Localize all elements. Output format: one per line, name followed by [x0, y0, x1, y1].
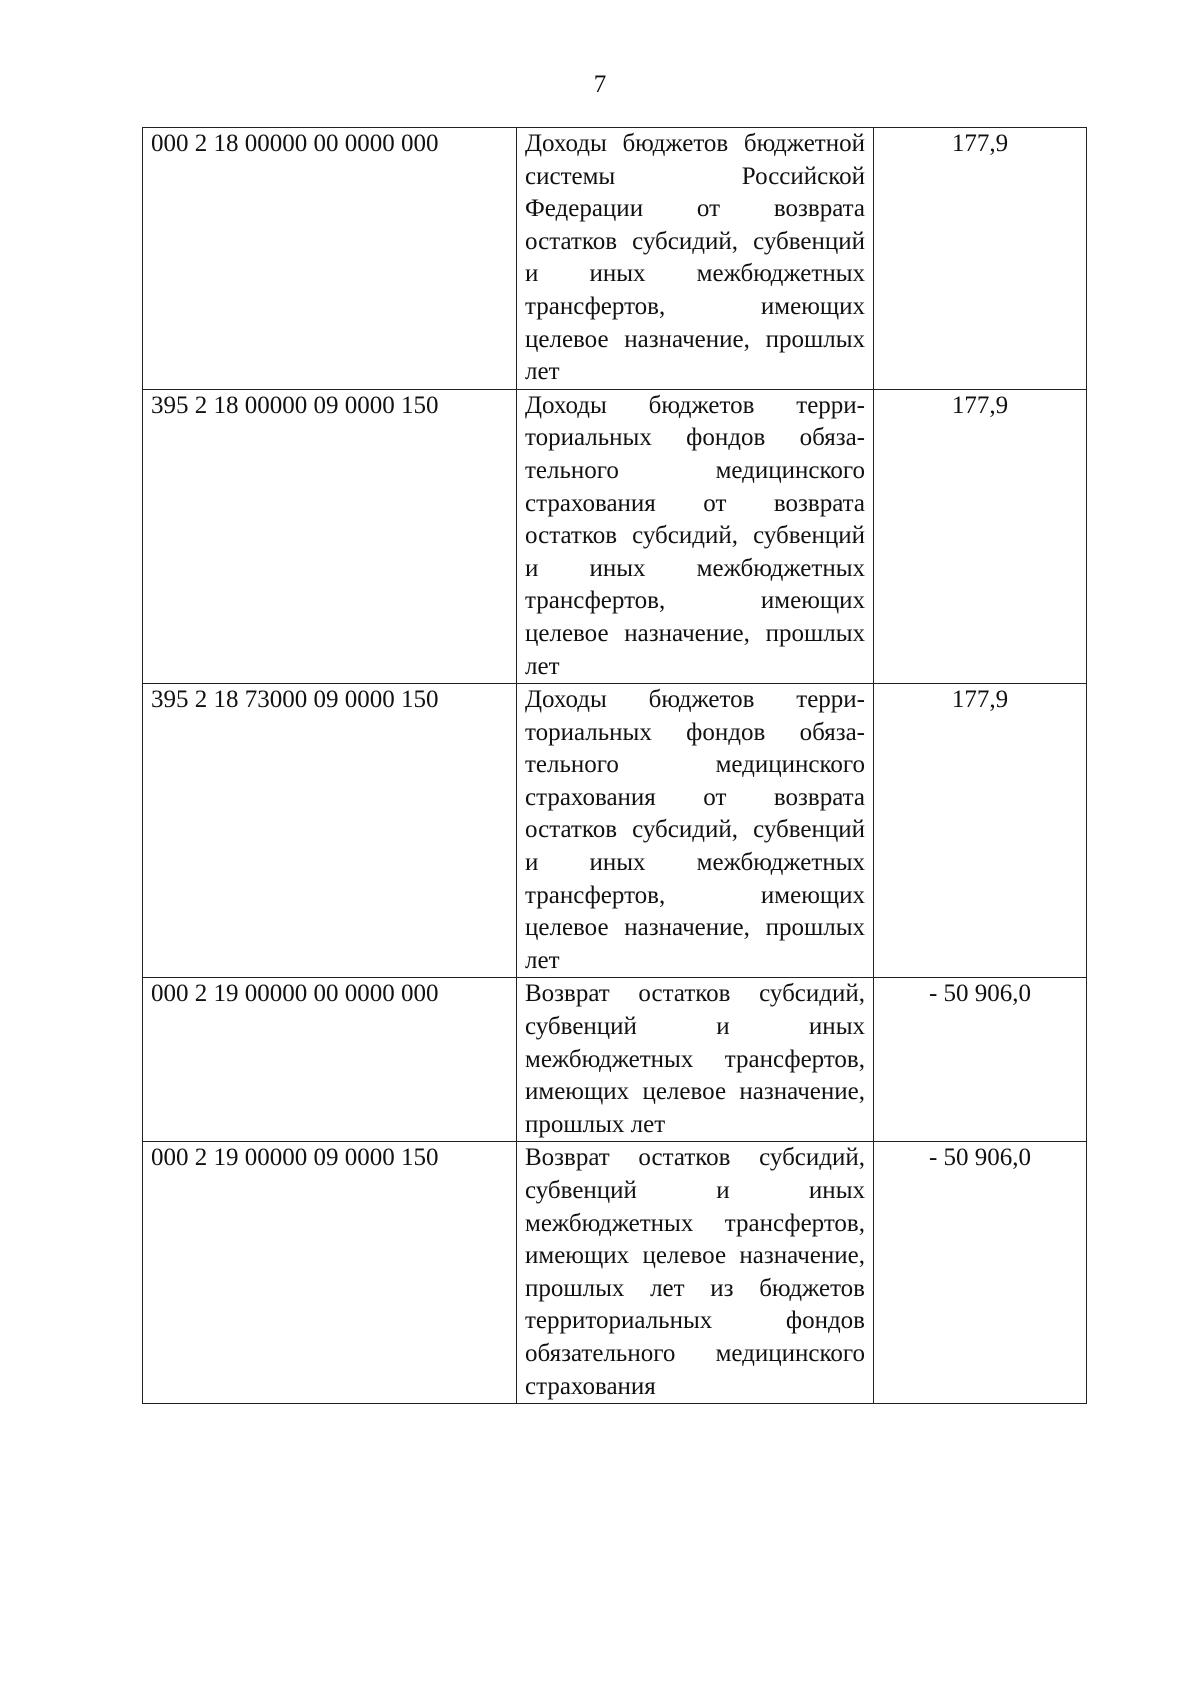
- amount-cell: - 50 906,0: [874, 1142, 1087, 1404]
- page-number: 7: [593, 71, 607, 98]
- budget-table: [142, 127, 1087, 1404]
- income-name-cell: Возврат остатков субсидий, субвенций и иных межбюджетных трансфертов, имеющих целевое назначение, прошлых лет из бюджетов территориальных фондов обязательного медицинского страхования: [517, 1142, 874, 1404]
- table-row: [143, 1142, 1087, 1404]
- table-row: [143, 978, 1087, 1142]
- amount-cell: 177,9: [874, 684, 1087, 978]
- income-name-cell: Возврат остатков субсидий, субвенций и иных межбюджетных трансфертов, имеющих целевое назначение, прошлых лет: [517, 978, 874, 1142]
- income-name-cell: Доходы бюджетов территориальных фондов обязательного медицинского страхования от возврата остатков субсидий, субвенций и иных межбюджетных трансфертов, имеющих целевое назначение, прошлых лет: [517, 684, 874, 978]
- budget-code-cell: 395 2 18 00000 09 0000 150: [143, 389, 517, 683]
- budget-code-cell: 000 2 18 00000 00 0000 000: [143, 128, 517, 390]
- amount-cell: - 50 906,0: [874, 978, 1087, 1142]
- budget-code-cell: 000 2 19 00000 09 0000 150: [143, 1142, 517, 1404]
- budget-code-cell: 000 2 19 00000 00 0000 000: [143, 978, 517, 1142]
- table-row: [143, 128, 1087, 390]
- amount-cell: 177,9: [874, 389, 1087, 683]
- budget-code-cell: 395 2 18 73000 09 0000 150: [143, 684, 517, 978]
- amount-cell: 177,9: [874, 128, 1087, 390]
- income-name-cell: Доходы бюджетов бюджетной системы Российской Федерации от возврата остатков субсидий, субвенций и иных межбюджетных трансфертов, имеющих целевое назначение, прошлых лет: [517, 128, 874, 390]
- table-row: [143, 389, 1087, 683]
- table-row: [143, 684, 1087, 978]
- income-name-cell: Доходы бюджетов территориальных фондов обязательного медицинского страхования от возврата остатков субсидий, субвенций и иных межбюджетных трансфертов, имеющих целевое назначение, прошлых лет: [517, 389, 874, 683]
